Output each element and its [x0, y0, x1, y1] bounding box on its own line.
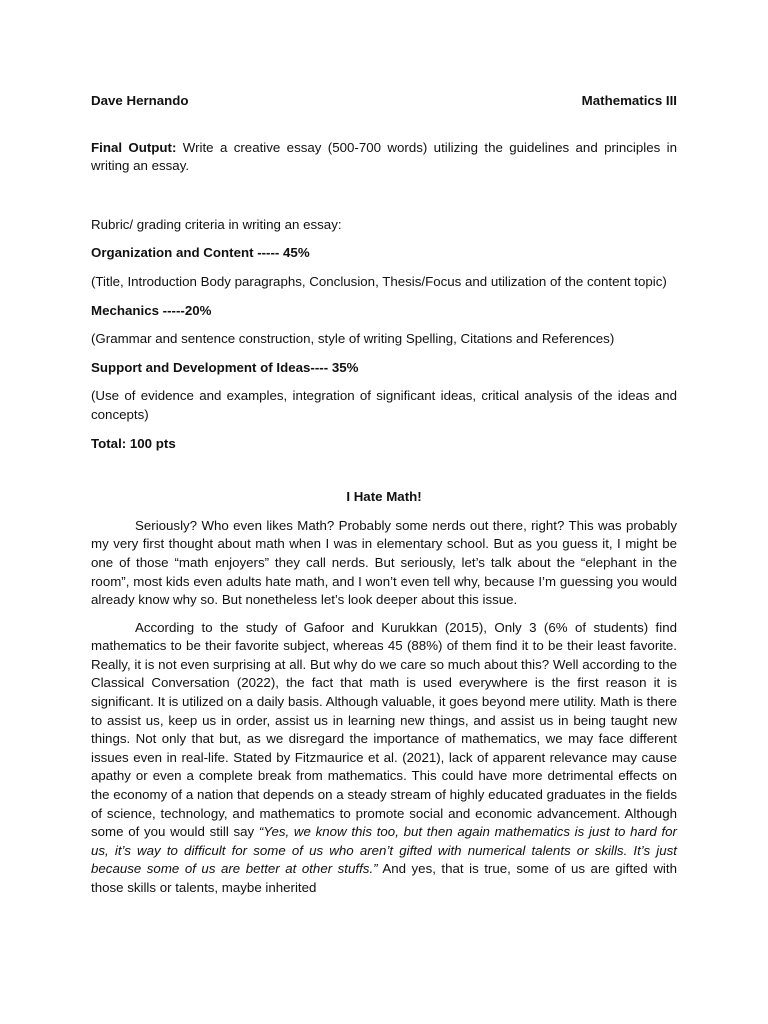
essay-paragraph-2-quote: “Yes, we know this too, but then again mathematics is just to hard for us, it’s way to difficult for some of us who aren’t gifted with numerical talents or skills. It’s just because some of us are better at other stuffs.” [91, 824, 677, 877]
criterion-description-organization: (Title, Introduction Body paragraphs, Conclusion, Thesis/Focus and utilization of the content topic) [91, 273, 667, 289]
criterion-title-support: Support and Development of Ideas---- 35% [91, 359, 359, 375]
essay-paragraph-2-start: According to the study of Gafoor and Kurukkan (2015), Only 3 (6% of students) find mathematics to be their favorite subject, whereas 45 (88%) of them find it to be their least favorite. Really, it is not even surprising at all. But why do we care so much about this? Well according to the Classical Conversation (2022), the fact that math is used everywhere is the first reason it is significant. It is utilized on a daily basis. Although valuable, it goes beyond mere utility. Math is there to assist us, keep us in order, assist us in learning new things, and assist us in being taught new things. Not only that but, as we disregard the importance of mathematics, we may face different issues even in real-life. Stated by Fitzmaurice et al. (2021), lack of apparent relevance may cause apathy or even a complete break from mathematics. This could have more detrimental effects on the economy of a nation that depends on a steady stream of highly educated graduates in the fields of science, technology, and mathematics to promote social and economic advancement. Although some of you would still say [91, 619, 677, 840]
essay-title: I Hate Math! [346, 489, 422, 505]
criterion-description-mechanics: (Grammar and sentence construction, style of writing Spelling, Citations and References) [91, 331, 615, 347]
document-header [91, 92, 677, 111]
essay-paragraph-2-end: And yes, that is true, some of us are gifted with those skills or talents, maybe inherited [91, 861, 677, 895]
rubric-total: Total: 100 pts [91, 435, 176, 451]
criterion-title-mechanics: Mechanics -----20% [91, 302, 212, 318]
course-name: Mathematics III [581, 93, 677, 108]
essay-paragraph-1: Seriously? Who even likes Math? Probably some nerds out there, right? This was probably my very first thought about math when I was in elementary school. But as you guess it, I might be one of those “math enjoyers” they call nerds. But seriously, let’s talk about the “elephant in the room”, most kids even adults hate math, and I won’t even tell why, because I’m guessing you would already know why so. But nonetheless let’s look deeper about this issue. [91, 517, 677, 608]
essay-paragraph-2 [91, 619, 677, 898]
criterion-description-support: (Use of evidence and examples, integration of significant ideas, critical analysis of the ideas and concepts) [91, 388, 677, 422]
assignment-label: Final Output: [91, 139, 177, 155]
rubric-intro: Rubric/ grading criteria in writing an essay: [91, 216, 342, 232]
criterion-title-organization: Organization and Content ----- 45% [91, 245, 310, 261]
assignment-instructions [91, 139, 677, 176]
document-body [91, 92, 677, 907]
assignment-text: Write a creative essay (500-700 words) utilizing the guidelines and principles in writing an essay. [91, 139, 677, 174]
author-name: Dave Hernando [91, 93, 189, 108]
